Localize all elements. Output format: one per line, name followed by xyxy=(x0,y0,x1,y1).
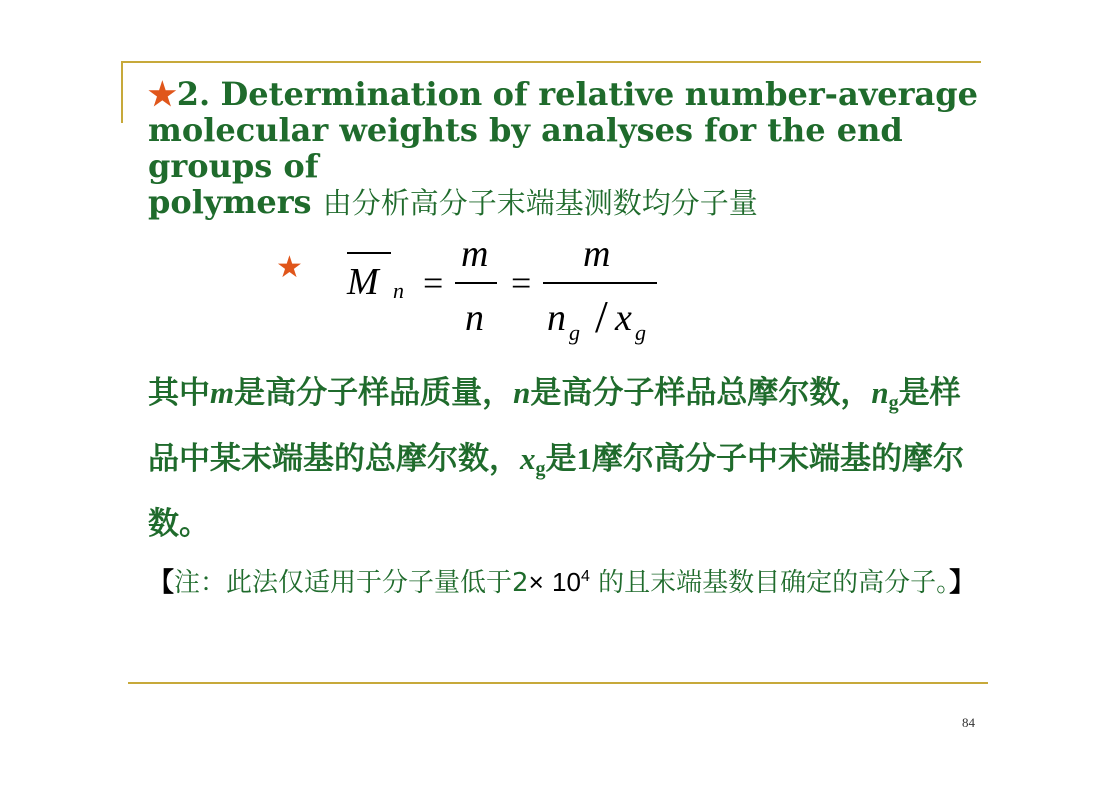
title-line-3-cn: 由分析高分子末端基测数均分子量 xyxy=(322,186,758,220)
formula-x-g: x xyxy=(615,297,632,339)
equals-sign: = xyxy=(423,263,444,303)
formula-slash: / xyxy=(595,291,608,342)
formula-numerator-m: m xyxy=(461,233,489,275)
title-line-2: molecular weights by analyses for the end groups of xyxy=(148,111,903,185)
title-word: number-average xyxy=(684,75,978,113)
title-line-3-en: polymers xyxy=(148,183,312,221)
text: 是 xyxy=(545,441,577,477)
title-word: relative xyxy=(538,75,675,113)
formula-g-subscript: g xyxy=(635,320,646,345)
bottom-rule xyxy=(128,682,988,684)
formula-n-g: n xyxy=(547,297,566,339)
var-x-g: x xyxy=(520,441,536,476)
subscript-g: g xyxy=(535,458,546,480)
title-line-3 xyxy=(148,184,978,221)
number-one: 1 xyxy=(576,441,592,476)
formula-n-subscript: n xyxy=(393,278,404,303)
times-sign: × xyxy=(528,567,544,597)
text: 是高分子样品总摩尔数， xyxy=(530,375,872,411)
ten: 10 xyxy=(552,567,581,597)
text: 其中 xyxy=(148,375,210,411)
title-line-1 xyxy=(148,76,978,112)
text: 摩尔高分子中末端基的摩尔数。 xyxy=(148,441,964,542)
overbar xyxy=(347,252,391,254)
bracket-close: 】 xyxy=(949,568,976,598)
fraction-bar xyxy=(543,282,657,284)
star-icon: ★ xyxy=(148,75,177,113)
left-rule xyxy=(121,61,123,123)
page-number: 84 xyxy=(962,715,975,730)
fraction-bar xyxy=(455,282,497,284)
exponent: 4 xyxy=(580,568,590,585)
formula-numerator-m: m xyxy=(583,233,611,275)
number-average-formula xyxy=(345,232,665,352)
formula-g-subscript: g xyxy=(569,320,580,345)
explanation-paragraph xyxy=(148,360,988,557)
note-text: 注：此法仅适用于分子量低于2 xyxy=(174,568,529,598)
title-lead xyxy=(148,76,210,112)
top-rule xyxy=(121,61,981,63)
equals-sign: = xyxy=(511,263,532,303)
star-icon: ★ xyxy=(276,250,303,285)
formula-M: M xyxy=(347,261,379,303)
bracket-open: 【 xyxy=(148,568,175,598)
text: 是高分子样品质量， xyxy=(234,375,514,411)
subscript-g: g xyxy=(888,392,899,414)
text: 是样品中某末端基的总摩尔数， xyxy=(148,375,961,477)
title-number: 2. xyxy=(176,75,211,113)
slide-title xyxy=(148,76,978,221)
var-n-g: n xyxy=(871,375,889,410)
var-n: n xyxy=(513,375,531,410)
title-word: Determination xyxy=(220,75,483,113)
note xyxy=(148,563,983,602)
formula-denominator-n: n xyxy=(465,297,484,339)
var-m: m xyxy=(210,375,235,410)
title-word: of xyxy=(492,75,528,113)
note-text: 的且末端基数目确定的高分子。 xyxy=(589,568,950,598)
